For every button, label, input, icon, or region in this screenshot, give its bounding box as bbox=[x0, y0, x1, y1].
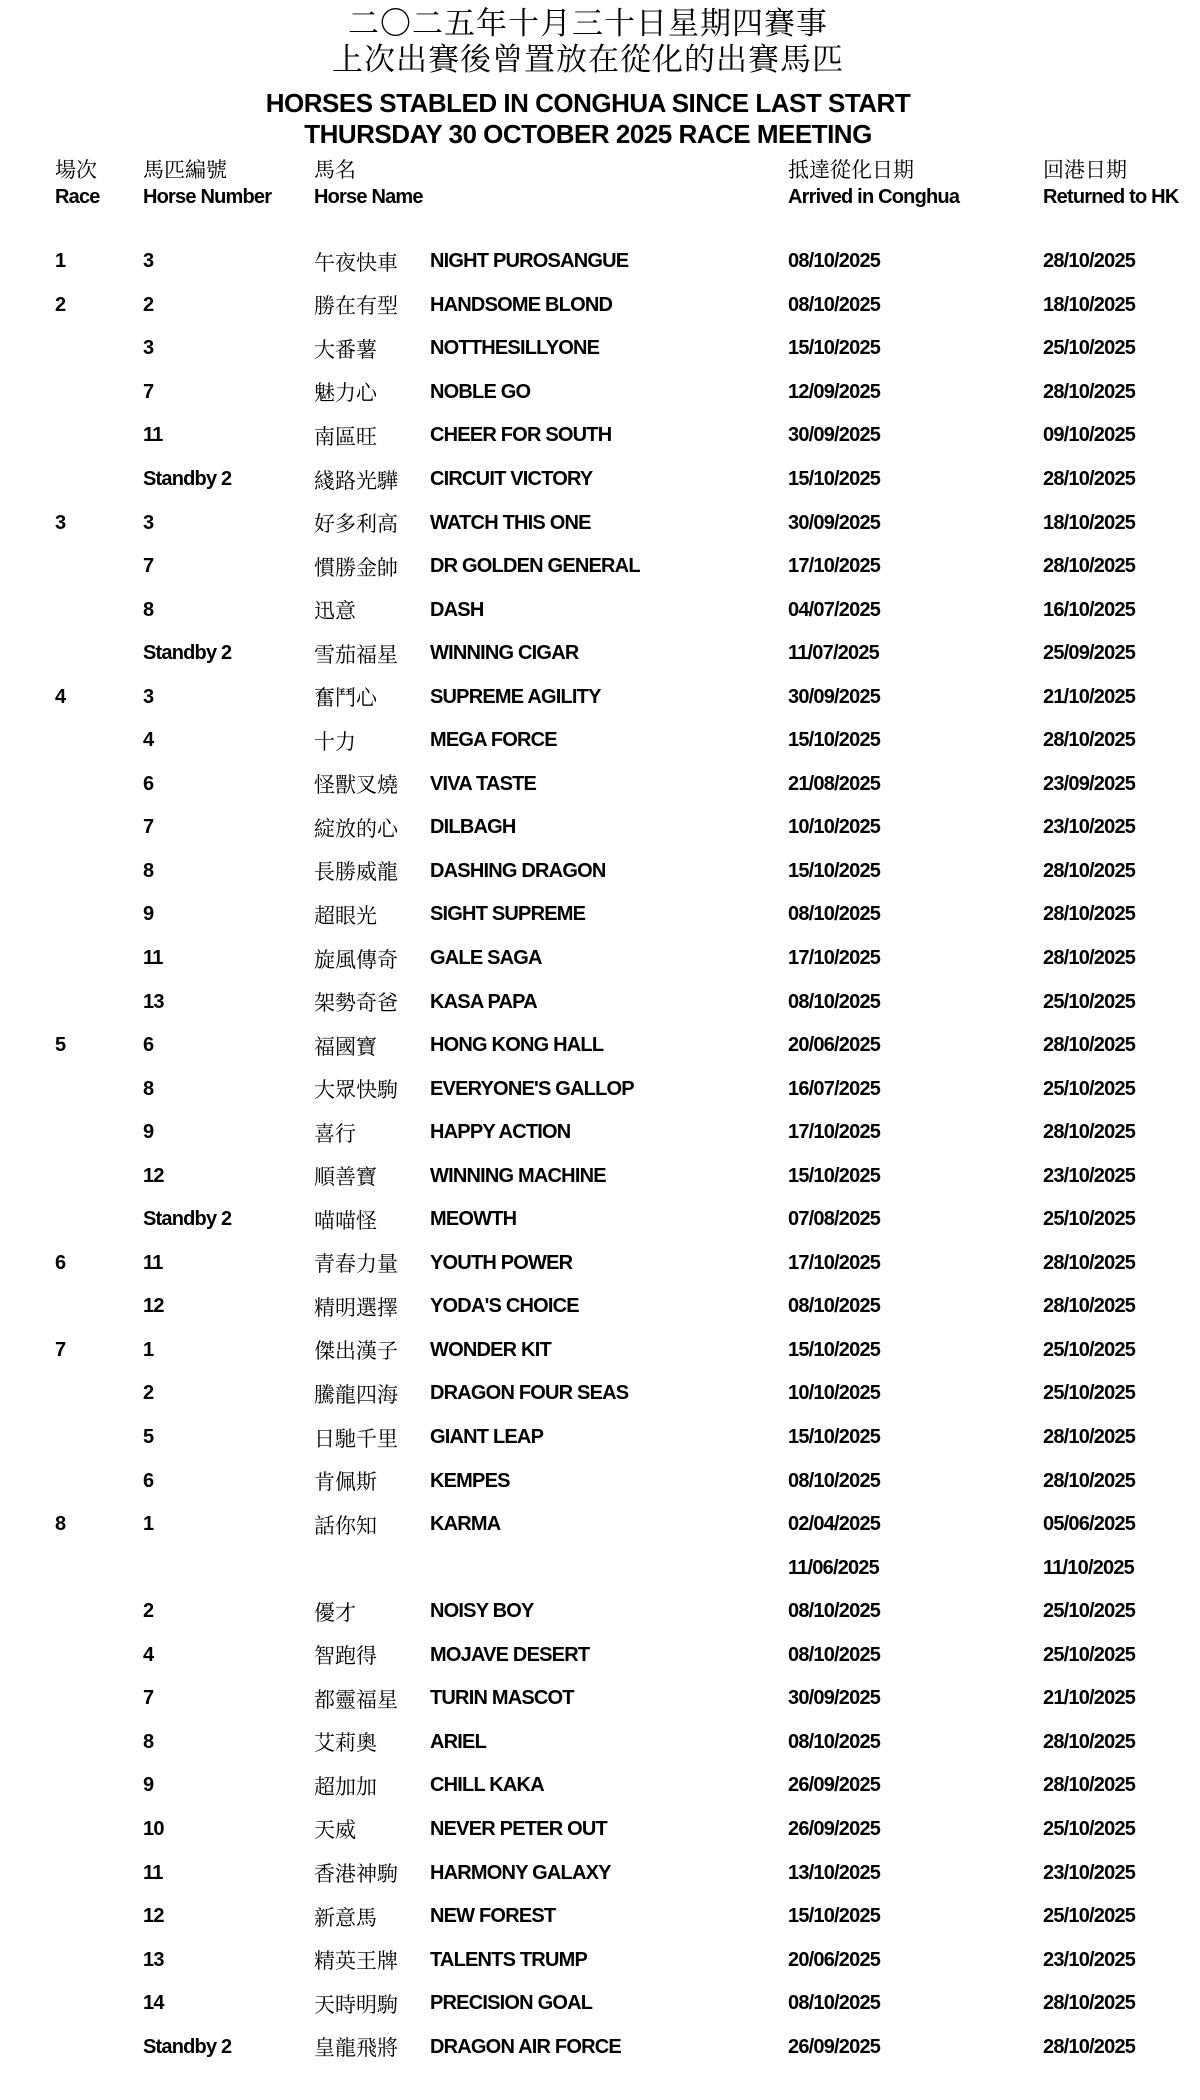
cell-name-zh: 福國寶 bbox=[314, 1035, 377, 1059]
cell-arrived: 08/10/2025 bbox=[788, 1992, 881, 2015]
table-row bbox=[0, 1024, 1200, 1068]
cell-name-zh: 精英王牌 bbox=[314, 1950, 398, 1974]
cell-arrived: 08/10/2025 bbox=[788, 1730, 881, 1753]
cell-returned: 16/10/2025 bbox=[1043, 598, 1136, 621]
cell-number: Standby 2 bbox=[143, 2035, 232, 2058]
column-header-number-zh: 馬匹編號 bbox=[143, 159, 227, 182]
table-row bbox=[0, 1242, 1200, 1286]
cell-name-zh: 奮鬥心 bbox=[314, 687, 377, 711]
cell-arrived: 30/09/2025 bbox=[788, 685, 881, 708]
cell-number: 6 bbox=[143, 1034, 154, 1057]
table-row bbox=[0, 675, 1200, 719]
cell-name-zh: 優才 bbox=[314, 1601, 356, 1625]
cell-name-en: TALENTS TRUMP bbox=[430, 1948, 587, 1971]
cell-returned: 25/10/2025 bbox=[1043, 1382, 1136, 1405]
cell-returned: 28/10/2025 bbox=[1043, 1730, 1136, 1753]
cell-race: 3 bbox=[55, 511, 66, 534]
table-row bbox=[0, 414, 1200, 458]
cell-arrived: 08/10/2025 bbox=[788, 1600, 881, 1623]
cell-name-zh: 香港神駒 bbox=[314, 1863, 398, 1886]
cell-arrived: 08/10/2025 bbox=[788, 1643, 881, 1666]
cell-name-zh: 肯佩斯 bbox=[314, 1471, 377, 1495]
table-row bbox=[0, 1938, 1200, 1982]
cell-name-en: NOTTHESILLYONE bbox=[430, 337, 600, 360]
table-row bbox=[0, 806, 1200, 850]
cell-arrived: 11/06/2025 bbox=[788, 1556, 879, 1579]
table-row bbox=[0, 327, 1200, 371]
cell-name-zh: 大眾快駒 bbox=[314, 1079, 398, 1103]
cell-number: 14 bbox=[143, 1992, 164, 2015]
cell-name-en: DRAGON AIR FORCE bbox=[430, 2035, 621, 2058]
table-row bbox=[0, 2025, 1200, 2069]
column-header-returned-en: Returned to HK bbox=[1043, 186, 1179, 208]
cell-number: 3 bbox=[143, 685, 154, 708]
cell-name-en: HAPPY ACTION bbox=[430, 1121, 571, 1144]
table-row bbox=[0, 719, 1200, 763]
table-row bbox=[0, 1982, 1200, 2026]
cell-name-zh: 超眼光 bbox=[314, 904, 377, 928]
cell-name-en: DASHING DRAGON bbox=[430, 859, 606, 882]
cell-arrived: 17/10/2025 bbox=[788, 555, 881, 578]
cell-number: 11 bbox=[143, 424, 163, 447]
table-row bbox=[0, 1851, 1200, 1895]
cell-name-zh: 喵喵怪 bbox=[314, 1209, 377, 1233]
cell-arrived: 15/10/2025 bbox=[788, 729, 881, 752]
cell-returned: 28/10/2025 bbox=[1043, 1469, 1136, 1492]
table-row bbox=[0, 1808, 1200, 1852]
cell-arrived: 11/07/2025 bbox=[788, 642, 879, 665]
cell-number: 3 bbox=[143, 337, 154, 360]
cell-number: 13 bbox=[143, 1948, 164, 1971]
table-row bbox=[0, 1285, 1200, 1329]
table-row bbox=[0, 284, 1200, 328]
cell-name-zh: 迅意 bbox=[314, 600, 356, 624]
table-row bbox=[0, 1764, 1200, 1808]
cell-number: 7 bbox=[143, 1687, 154, 1710]
table-row bbox=[0, 371, 1200, 415]
table-row bbox=[0, 458, 1200, 502]
cell-number: 12 bbox=[143, 1295, 164, 1318]
cell-race: 2 bbox=[55, 293, 66, 316]
cell-name-en: KEMPES bbox=[430, 1469, 510, 1492]
table-row bbox=[0, 1067, 1200, 1111]
cell-arrived: 08/10/2025 bbox=[788, 1469, 881, 1492]
cell-returned: 28/10/2025 bbox=[1043, 1121, 1136, 1144]
table-row bbox=[0, 1895, 1200, 1939]
table-row bbox=[0, 501, 1200, 545]
cell-returned: 21/10/2025 bbox=[1043, 1687, 1136, 1710]
table-row bbox=[0, 763, 1200, 807]
cell-name-zh: 午夜快車 bbox=[314, 251, 398, 275]
table-row bbox=[0, 1111, 1200, 1155]
table-row bbox=[0, 850, 1200, 894]
cell-number: Standby 2 bbox=[143, 1208, 232, 1231]
cell-returned: 11/10/2025 bbox=[1043, 1556, 1134, 1579]
cell-returned: 18/10/2025 bbox=[1043, 293, 1136, 316]
cell-name-en: DILBAGH bbox=[430, 816, 516, 839]
cell-name-en: MEGA FORCE bbox=[430, 729, 557, 752]
cell-arrived: 08/10/2025 bbox=[788, 903, 881, 926]
cell-arrived: 17/10/2025 bbox=[788, 1251, 881, 1274]
cell-returned: 05/06/2025 bbox=[1043, 1513, 1136, 1536]
table-row bbox=[0, 980, 1200, 1024]
cell-name-en: SUPREME AGILITY bbox=[430, 685, 601, 708]
cell-returned: 25/10/2025 bbox=[1043, 1905, 1136, 1928]
cell-name-zh: 艾莉奧 bbox=[314, 1732, 377, 1756]
cell-arrived: 15/10/2025 bbox=[788, 859, 881, 882]
table-row bbox=[0, 1721, 1200, 1765]
cell-name-en: DASH bbox=[430, 598, 484, 621]
cell-name-en: NEVER PETER OUT bbox=[430, 1817, 607, 1840]
cell-returned: 09/10/2025 bbox=[1043, 424, 1136, 447]
cell-returned: 23/09/2025 bbox=[1043, 772, 1136, 795]
cell-arrived: 16/07/2025 bbox=[788, 1077, 881, 1100]
cell-arrived: 26/09/2025 bbox=[788, 1774, 881, 1797]
cell-name-en: NOBLE GO bbox=[430, 380, 531, 403]
table-row bbox=[0, 240, 1200, 284]
cell-name-en: WINNING MACHINE bbox=[430, 1164, 606, 1187]
cell-returned: 21/10/2025 bbox=[1043, 685, 1136, 708]
cell-name-zh: 旋風傳奇 bbox=[314, 948, 398, 972]
title-block bbox=[0, 6, 1176, 150]
cell-race: 6 bbox=[55, 1251, 66, 1274]
table-row bbox=[0, 545, 1200, 589]
cell-number: 13 bbox=[143, 990, 164, 1013]
cell-returned: 28/10/2025 bbox=[1043, 1426, 1136, 1449]
cell-arrived: 15/10/2025 bbox=[788, 1164, 881, 1187]
cell-arrived: 15/10/2025 bbox=[788, 468, 881, 490]
cell-number: Standby 2 bbox=[143, 468, 232, 490]
cell-returned: 25/10/2025 bbox=[1043, 1208, 1136, 1231]
cell-number: 5 bbox=[143, 1426, 154, 1449]
column-header-returned-zh: 回港日期 bbox=[1043, 159, 1127, 182]
cell-name-en: YODA'S CHOICE bbox=[430, 1295, 579, 1318]
cell-arrived: 15/10/2025 bbox=[788, 337, 881, 360]
cell-arrived: 15/10/2025 bbox=[788, 1905, 881, 1928]
column-header-arrived bbox=[788, 156, 1043, 210]
table-row bbox=[0, 1198, 1200, 1242]
cell-name-zh: 傑出漢子 bbox=[314, 1340, 398, 1364]
cell-returned: 28/10/2025 bbox=[1043, 1992, 1136, 2015]
cell-returned: 28/10/2025 bbox=[1043, 1295, 1136, 1318]
cell-number: 3 bbox=[143, 250, 154, 273]
cell-returned: 28/10/2025 bbox=[1043, 903, 1136, 926]
cell-number: 7 bbox=[143, 555, 154, 578]
table-row bbox=[0, 1459, 1200, 1503]
cell-arrived: 20/06/2025 bbox=[788, 1948, 881, 1971]
cell-arrived: 13/10/2025 bbox=[788, 1861, 881, 1884]
cell-number: 9 bbox=[143, 1774, 154, 1797]
cell-name-zh: 皇龍飛將 bbox=[314, 2037, 398, 2061]
cell-name-en: WINNING CIGAR bbox=[430, 642, 579, 665]
table-body bbox=[0, 240, 1200, 2069]
cell-number: 8 bbox=[143, 1730, 154, 1753]
table-row bbox=[0, 1634, 1200, 1678]
cell-number: 10 bbox=[143, 1817, 164, 1840]
cell-number: 2 bbox=[143, 293, 154, 316]
cell-number: 7 bbox=[143, 380, 154, 403]
cell-arrived: 17/10/2025 bbox=[788, 947, 881, 970]
cell-arrived: 07/08/2025 bbox=[788, 1208, 881, 1231]
cell-returned: 28/10/2025 bbox=[1043, 1251, 1136, 1274]
cell-number: 4 bbox=[143, 1643, 154, 1666]
cell-race: 4 bbox=[55, 685, 66, 708]
column-header-number bbox=[143, 156, 314, 210]
cell-name-en: PRECISION GOAL bbox=[430, 1992, 593, 2015]
table-row bbox=[0, 1416, 1200, 1460]
cell-race: 5 bbox=[55, 1034, 66, 1057]
cell-name-en: HONG KONG HALL bbox=[430, 1034, 604, 1057]
cell-name-zh: 天時明駒 bbox=[314, 1993, 398, 2017]
table-row bbox=[0, 893, 1200, 937]
cell-race: 1 bbox=[55, 250, 66, 273]
cell-number: 11 bbox=[143, 1861, 163, 1884]
cell-number: 9 bbox=[143, 903, 154, 926]
cell-name-en: VIVA TASTE bbox=[430, 772, 537, 795]
cell-returned: 23/10/2025 bbox=[1043, 1164, 1136, 1187]
table-row bbox=[0, 588, 1200, 632]
cell-number: 9 bbox=[143, 1121, 154, 1144]
cell-number: 12 bbox=[143, 1905, 164, 1928]
cell-number: 8 bbox=[143, 1077, 154, 1100]
cell-name-zh: 順善寶 bbox=[314, 1166, 377, 1190]
cell-name-en: MOJAVE DESERT bbox=[430, 1643, 590, 1666]
cell-arrived: 20/06/2025 bbox=[788, 1034, 881, 1057]
cell-name-zh: 綫路光驊 bbox=[314, 469, 398, 493]
cell-name-en: DR GOLDEN GENERAL bbox=[430, 555, 640, 578]
cell-race: 7 bbox=[55, 1338, 66, 1361]
cell-arrived: 10/10/2025 bbox=[788, 816, 881, 839]
cell-name-en: NOISY BOY bbox=[430, 1600, 534, 1623]
cell-name-zh: 喜行 bbox=[314, 1122, 356, 1146]
cell-returned: 25/10/2025 bbox=[1043, 1077, 1136, 1100]
cell-arrived: 08/10/2025 bbox=[788, 1295, 881, 1318]
cell-returned: 25/10/2025 bbox=[1043, 990, 1136, 1013]
table-header bbox=[0, 156, 1200, 210]
cell-returned: 28/10/2025 bbox=[1043, 2035, 1136, 2058]
cell-arrived: 12/09/2025 bbox=[788, 380, 881, 403]
cell-name-en: WONDER KIT bbox=[430, 1338, 551, 1361]
cell-name-zh: 話你知 bbox=[314, 1514, 377, 1538]
table-row bbox=[0, 1503, 1200, 1547]
table-row bbox=[0, 1677, 1200, 1721]
cell-name-zh: 慣勝金帥 bbox=[314, 556, 398, 580]
cell-arrived: 30/09/2025 bbox=[788, 424, 881, 447]
cell-number: 7 bbox=[143, 816, 154, 839]
column-header-race-en: Race bbox=[55, 186, 100, 208]
cell-name-en: EVERYONE'S GALLOP bbox=[430, 1077, 634, 1100]
cell-arrived: 04/07/2025 bbox=[788, 598, 881, 621]
cell-returned: 23/10/2025 bbox=[1043, 816, 1136, 839]
cell-number: 12 bbox=[143, 1164, 164, 1187]
cell-name-en: KASA PAPA bbox=[430, 990, 537, 1013]
title-zh-line1: 二〇二五年十月三十日星期四賽事 bbox=[348, 6, 828, 41]
cell-name-zh: 魅力心 bbox=[314, 382, 377, 406]
cell-name-zh: 騰龍四海 bbox=[314, 1383, 398, 1407]
cell-returned: 25/10/2025 bbox=[1043, 1817, 1136, 1840]
cell-returned: 28/10/2025 bbox=[1043, 1774, 1136, 1797]
cell-returned: 25/10/2025 bbox=[1043, 1338, 1136, 1361]
cell-name-zh: 綻放的心 bbox=[314, 817, 398, 841]
cell-returned: 25/10/2025 bbox=[1043, 1643, 1136, 1666]
cell-name-en: TURIN MASCOT bbox=[430, 1687, 574, 1710]
cell-name-en: DRAGON FOUR SEAS bbox=[430, 1382, 629, 1405]
cell-name-en: GIANT LEAP bbox=[430, 1426, 544, 1449]
cell-name-zh: 好多利高 bbox=[314, 513, 398, 537]
cell-number: 8 bbox=[143, 859, 154, 882]
cell-returned: 28/10/2025 bbox=[1043, 250, 1136, 273]
cell-returned: 28/10/2025 bbox=[1043, 1034, 1136, 1057]
cell-name-zh: 十力 bbox=[314, 730, 356, 754]
cell-name-zh: 天威 bbox=[314, 1819, 356, 1843]
cell-arrived: 21/08/2025 bbox=[788, 772, 881, 795]
cell-arrived: 15/10/2025 bbox=[788, 1426, 881, 1449]
cell-number: 1 bbox=[143, 1338, 154, 1361]
column-header-returned bbox=[1043, 156, 1200, 210]
cell-returned: 25/09/2025 bbox=[1043, 642, 1136, 665]
cell-name-en: KARMA bbox=[430, 1513, 501, 1536]
cell-name-en: NIGHT PUROSANGUE bbox=[430, 250, 629, 273]
cell-name-en: NEW FOREST bbox=[430, 1905, 556, 1928]
title-gap bbox=[0, 78, 1176, 88]
cell-arrived: 30/09/2025 bbox=[788, 511, 881, 534]
cell-name-zh: 精明選擇 bbox=[314, 1296, 398, 1320]
cell-returned: 28/10/2025 bbox=[1043, 380, 1136, 403]
cell-name-en: HANDSOME BLOND bbox=[430, 293, 613, 316]
cell-number: 1 bbox=[143, 1513, 154, 1536]
column-header-race-zh: 場次 bbox=[55, 159, 97, 182]
cell-name-en: MEOWTH bbox=[430, 1208, 517, 1231]
table-row bbox=[0, 937, 1200, 981]
table-row bbox=[0, 1372, 1200, 1416]
cell-number: 2 bbox=[143, 1600, 154, 1623]
cell-number: 3 bbox=[143, 511, 154, 534]
cell-returned: 28/10/2025 bbox=[1043, 468, 1136, 490]
cell-arrived: 26/09/2025 bbox=[788, 2035, 881, 2058]
cell-name-zh: 長勝威龍 bbox=[314, 861, 398, 885]
column-header-name-en: Horse Name bbox=[314, 186, 423, 208]
column-header-arrived-en: Arrived in Conghua bbox=[788, 186, 960, 208]
cell-returned: 28/10/2025 bbox=[1043, 555, 1136, 578]
cell-arrived: 17/10/2025 bbox=[788, 1121, 881, 1144]
cell-returned: 18/10/2025 bbox=[1043, 511, 1136, 534]
cell-arrived: 30/09/2025 bbox=[788, 1687, 881, 1710]
cell-name-en: CHEER FOR SOUTH bbox=[430, 424, 612, 447]
column-header-race bbox=[55, 156, 143, 210]
table-row bbox=[0, 1329, 1200, 1373]
cell-race: 8 bbox=[55, 1513, 66, 1536]
title-en-line2: THURSDAY 30 OCTOBER 2025 RACE MEETING bbox=[304, 119, 872, 149]
table-row bbox=[0, 1590, 1200, 1634]
cell-arrived: 08/10/2025 bbox=[788, 250, 881, 273]
cell-number: 11 bbox=[143, 1251, 163, 1274]
cell-arrived: 08/10/2025 bbox=[788, 990, 881, 1013]
column-header-name bbox=[314, 156, 788, 210]
cell-name-zh: 勝在有型 bbox=[314, 295, 398, 319]
cell-name-en: HARMONY GALAXY bbox=[430, 1861, 611, 1884]
cell-name-zh: 雪茄福星 bbox=[314, 643, 398, 667]
title-zh-line2: 上次出賽後曾置放在從化的出賽馬匹 bbox=[332, 42, 844, 77]
cell-name-zh: 智跑得 bbox=[314, 1645, 377, 1669]
cell-number: 11 bbox=[143, 947, 163, 970]
title-en-line1: HORSES STABLED IN CONGHUA SINCE LAST START bbox=[265, 88, 911, 118]
column-header-arrived-zh: 抵達從化日期 bbox=[788, 159, 914, 182]
cell-returned: 25/10/2025 bbox=[1043, 337, 1136, 360]
cell-name-en: ARIEL bbox=[430, 1730, 487, 1753]
cell-name-en: CHILL KAKA bbox=[430, 1774, 544, 1797]
cell-returned: 28/10/2025 bbox=[1043, 729, 1136, 752]
table-row bbox=[0, 1546, 1200, 1590]
cell-arrived: 15/10/2025 bbox=[788, 1338, 881, 1361]
cell-number: 6 bbox=[143, 772, 154, 795]
cell-returned: 23/10/2025 bbox=[1043, 1861, 1136, 1884]
cell-name-en: YOUTH POWER bbox=[430, 1251, 573, 1274]
cell-arrived: 10/10/2025 bbox=[788, 1382, 881, 1405]
cell-name-en: GALE SAGA bbox=[430, 947, 542, 970]
cell-number: 8 bbox=[143, 598, 154, 621]
cell-name-en: CIRCUIT VICTORY bbox=[430, 468, 593, 490]
cell-name-zh: 超加加 bbox=[314, 1775, 377, 1799]
column-header-number-en: Horse Number bbox=[143, 186, 272, 208]
cell-number: Standby 2 bbox=[143, 642, 232, 665]
table-row bbox=[0, 632, 1200, 676]
column-header-name-zh: 馬名 bbox=[314, 159, 356, 182]
cell-name-zh: 南區旺 bbox=[314, 425, 377, 449]
cell-name-zh: 新意馬 bbox=[314, 1906, 377, 1930]
cell-name-zh: 日馳千里 bbox=[314, 1427, 398, 1451]
cell-name-en: SIGHT SUPREME bbox=[430, 903, 586, 926]
cell-name-zh: 青春力量 bbox=[314, 1253, 398, 1277]
cell-returned: 23/10/2025 bbox=[1043, 1948, 1136, 1971]
cell-name-en: WATCH THIS ONE bbox=[430, 511, 591, 534]
cell-number: 4 bbox=[143, 729, 154, 752]
cell-name-zh: 怪獸叉燒 bbox=[314, 774, 398, 798]
cell-name-zh: 大番薯 bbox=[314, 338, 377, 362]
cell-name-zh: 都靈福星 bbox=[314, 1688, 398, 1712]
cell-returned: 28/10/2025 bbox=[1043, 859, 1136, 882]
cell-returned: 28/10/2025 bbox=[1043, 947, 1136, 970]
cell-returned: 25/10/2025 bbox=[1043, 1600, 1136, 1623]
cell-arrived: 08/10/2025 bbox=[788, 293, 881, 316]
table-row bbox=[0, 1154, 1200, 1198]
cell-number: 6 bbox=[143, 1469, 154, 1492]
cell-number: 2 bbox=[143, 1382, 154, 1405]
cell-arrived: 26/09/2025 bbox=[788, 1817, 881, 1840]
cell-arrived: 02/04/2025 bbox=[788, 1513, 881, 1536]
cell-name-zh: 架勢奇爸 bbox=[314, 992, 398, 1016]
